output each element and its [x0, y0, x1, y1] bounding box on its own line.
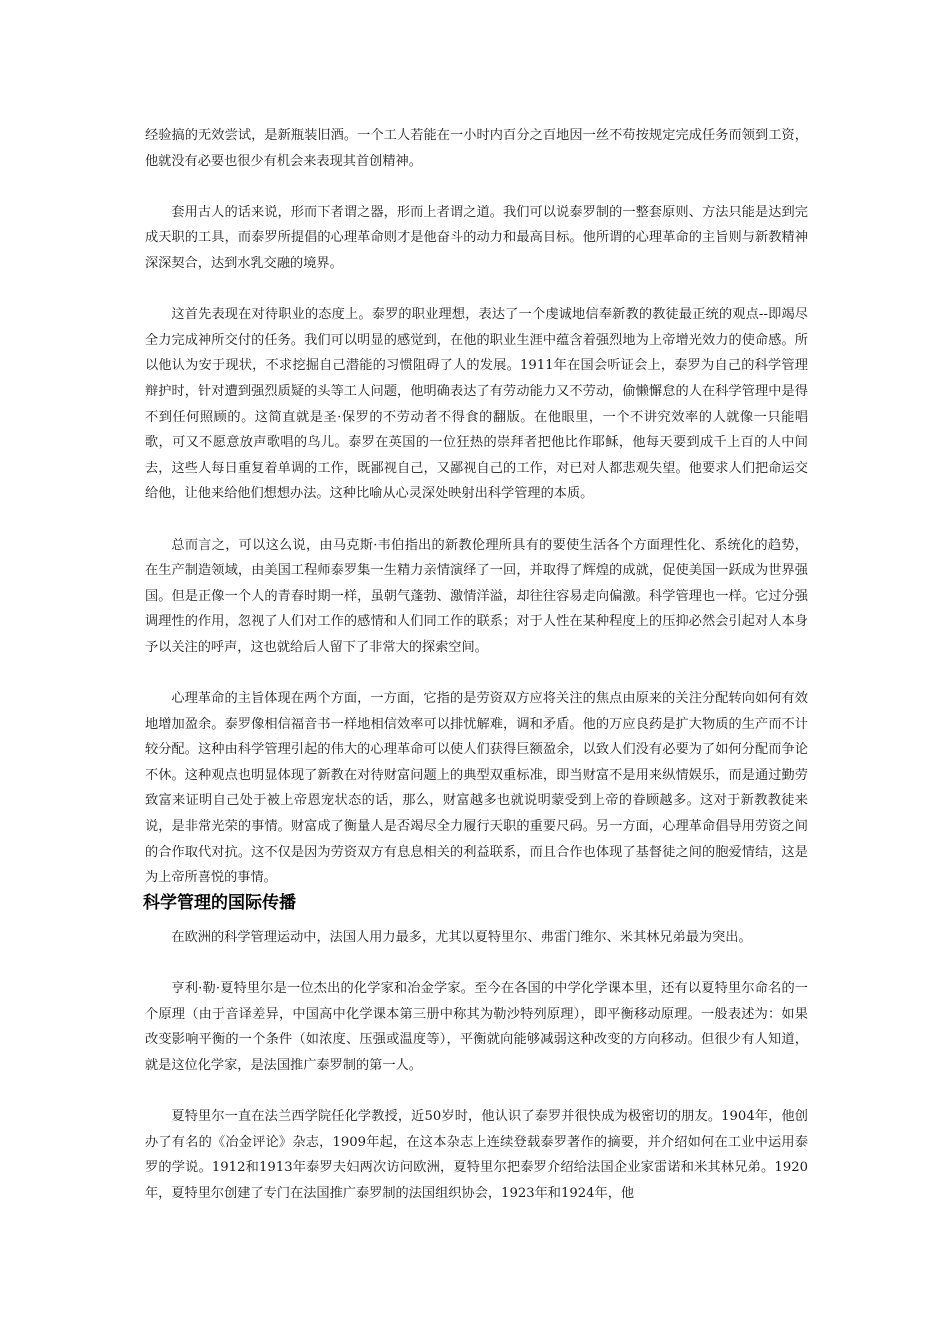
- body-paragraph: 在欧洲的科学管理运动中，法国人用力最多，尤其以夏特里尔、弗雷门维尔、米其林兄弟最为突出。: [171, 929, 752, 945]
- body-paragraph: 心理革命的主旨体现在两个方面，一方面，它指的是劳资双方应将关注的焦点由原来的关注分配转向如何有效地增加盈余。泰罗像相信福音书一样地相信效率可以排忧解难，调和矛盾。他的万应良药是扩大物质的生产而不计较分配。这种由科学管理引起的伟大的心理革命可以使人们获得巨额盈余，以致人们没有必要为了如何分配而争论不休。这种观点也明显体现了新教在对待财富问题上的典型双重标准，即当财富不是用来纵情娱乐，而是通过勤劳致富来证明自己处于被上帝恩宠状态的话，那么，财富越多也就说明蒙受到上帝的眷顾越多。这对于新教教徒来说，是非常光荣的事情。财富成了衡量人是否竭尽全力履行天职的重要尺码。另一方面，心理革命倡导用劳资之间的合作取代对抗。这不仅是因为劳资双方有息息相关的利益联系，而且合作也体现了基督徒之间的胞爱情结，这是为上帝所喜悦的事情。: [145, 691, 808, 886]
- body-paragraph: 这首先表现在对待职业的态度上。泰罗的职业理想，表达了一个虔诚地信奉新教的教徒最正统的观点--即竭尽全力完成神所交付的任务。我们可以明显的感觉到，在他的职业生涯中蕴含着强烈地为上帝增光效力的使命感。所以他认为安于现状，不求挖掘自己潜能的习惯阻碍了人的发展。1911年在国会听证会上，泰罗为自己的科学管理辩护时，针对遭到强烈质疑的头等工人问题，他明确表达了有劳动能力又不劳动，偷懒懈怠的人在科学管理中是得不到任何照顾的。这简直就是圣·保罗的不劳动者不得食的翻版。在他眼里，一个不讲究效率的人就像一只能唱歌，可又不愿意放声歌唱的鸟儿。泰罗在英国的一位狂热的崇拜者把他比作耶稣，他每天要到成千上百的人中间去，这些人每日重复着单调的工作，既鄙视自己，又鄙视自己的工作，对已对人都悲观失望。他要求人们把命运交给他，让他来给他们想想办法。这种比喻从心灵深处映射出科学管理的本质。: [145, 307, 808, 502]
- body-paragraph: 总而言之，可以这么说，由马克斯·韦伯指出的新教伦理所具有的要使生活各个方面理性化、系统化的趋势，在生产制造领域，由美国工程师泰罗集一生精力亲情演绎了一回，并取得了辉煌的成就，促使美国一跃成为世界强国。但是正像一个人的青春时期一样，虽朝气蓬勃、激情洋溢，却往往容易走向偏激。科学管理也一样。它过分强调理性的作用，忽视了人们对工作的感情和人们同工作的联系；对于人性在某种程度上的压抑必然会引起对人本身予以关注的呼声，这也就给后人留下了非常大的探索空间。: [145, 537, 808, 655]
- section-heading: 科学管理的国际传播: [143, 892, 296, 913]
- body-paragraph: 亨利·勒·夏特里尔是一位杰出的化学家和冶金学家。至今在各国的中学化学课本里，还有以夏特里尔命名的一个原理（由于音译差异，中国高中化学课本第三册中称其为勒沙特列原理），即平衡移动原理。一般表述为：如果改变影响平衡的一个条件（如浓度、压强或温度等），平衡就向能够减弱这种改变的方向移动。但很少有人知道，就是这位化学家，是法国推广泰罗制的第一人。: [145, 981, 808, 1073]
- document-page: [145, 123, 808, 1206]
- body-paragraph: 套用古人的话来说，形而下者谓之器，形而上者谓之道。我们可以说泰罗制的一整套原则、方法只能是达到完成天职的工具，而泰罗所提倡的心理革命则才是他奋斗的动力和最高目标。他所谓的心理革命的主旨则与新教精神深深契合，达到水乳交融的境界。: [145, 204, 808, 271]
- body-paragraph: 经验搞的无效尝试，是新瓶装旧酒。一个工人若能在一小时内百分之百地因一丝不苟按规定完成任务而领到工资，他就没有必要也很少有机会来表现其首创精神。: [145, 128, 808, 169]
- body-paragraph: 夏特里尔一直在法兰西学院任化学教授，近50岁时，他认识了泰罗并很快成为极密切的朋友。1904年，他创办了有名的《冶金评论》杂志，1909年起，在这本杂志上连续登载泰罗著作的摘要，并介绍如何在工业中运用泰罗的学说。1912和1913年泰罗夫妇两次访问欧洲，夏特里尔把泰罗介绍给法国企业家雷诺和米其林兄弟。1920年，夏特里尔创建了专门在法国推广泰罗制的法国组织协会，1923年和1924年，他: [145, 1108, 808, 1201]
